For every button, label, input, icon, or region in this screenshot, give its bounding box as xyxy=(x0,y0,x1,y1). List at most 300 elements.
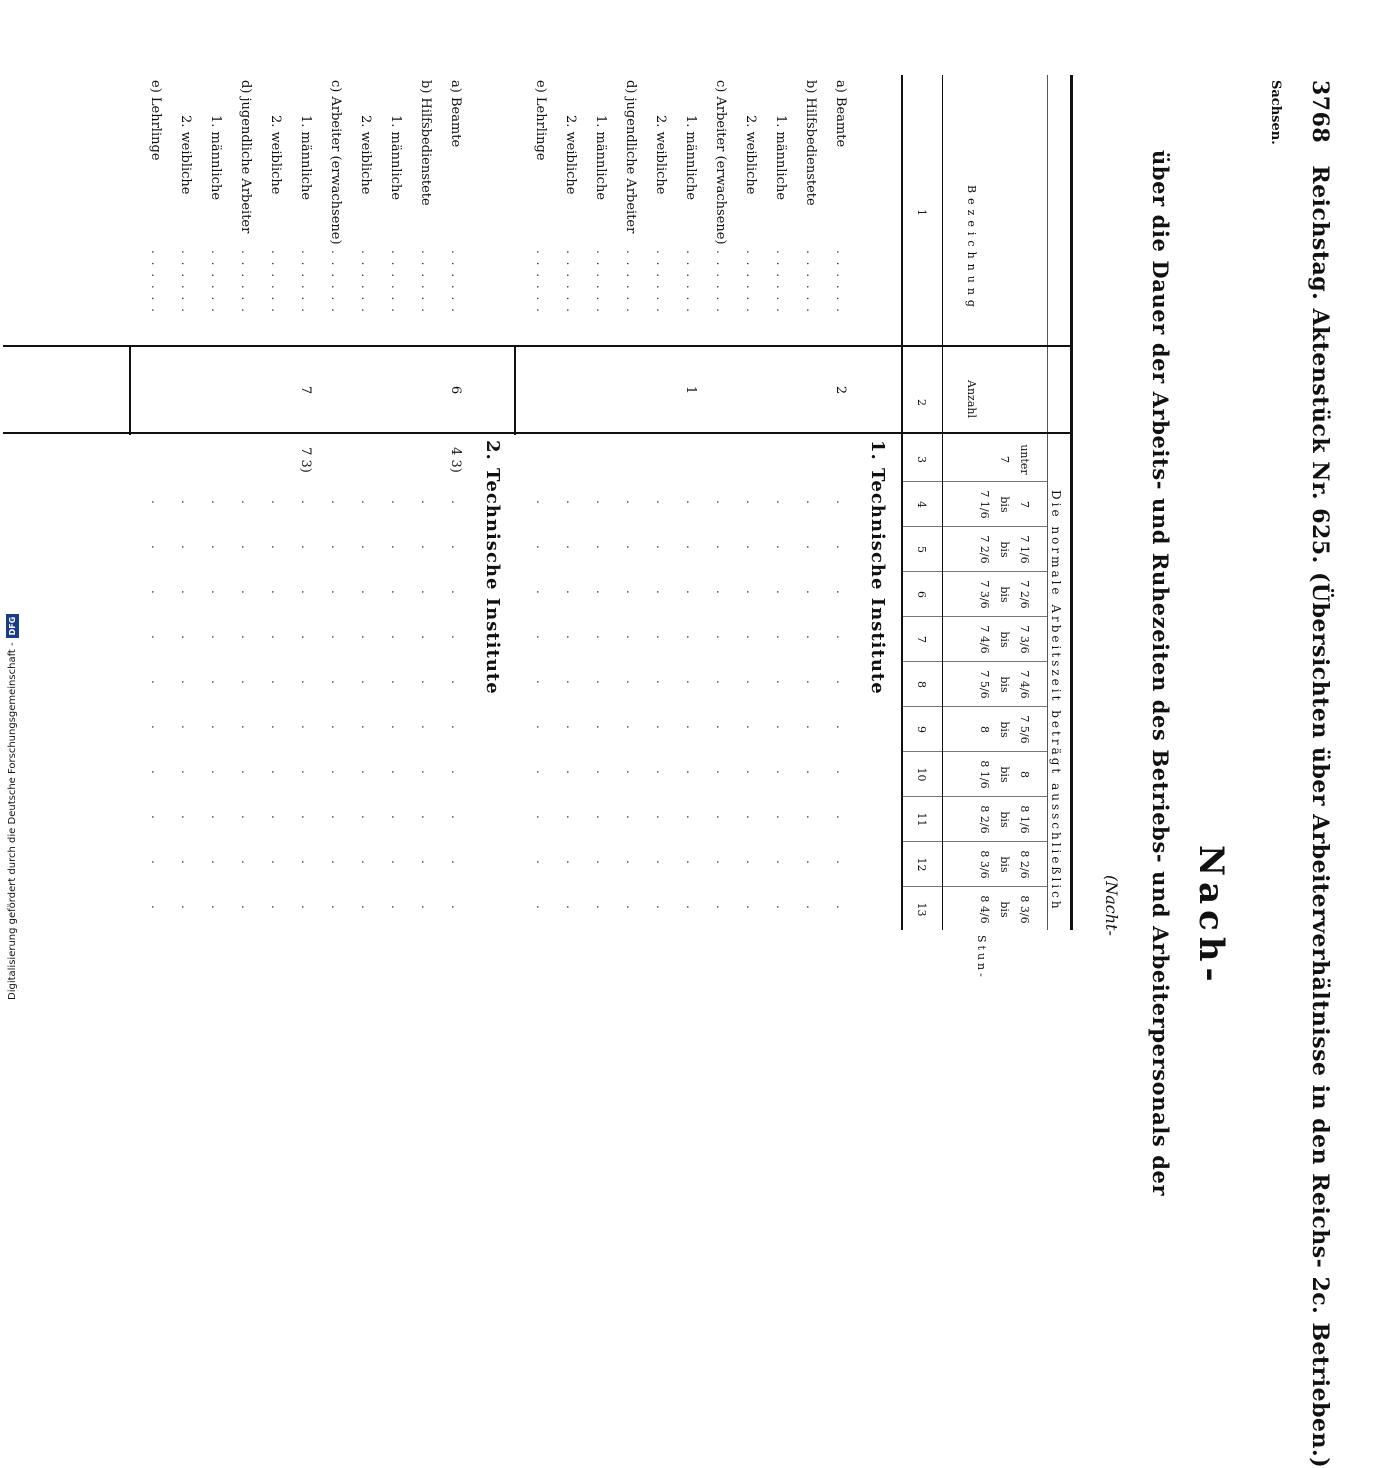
column-number: 1 xyxy=(915,209,928,216)
empty-cell-dot: . xyxy=(714,860,728,866)
empty-cell-dot: . xyxy=(834,815,848,821)
hours-cell: 7 4/6 xyxy=(1018,670,1031,699)
hours-cell: 8 2/6 xyxy=(978,805,991,834)
empty-cell-dot: . xyxy=(449,815,463,821)
empty-cell-dot: . xyxy=(329,725,343,731)
hours-cell: 8 3/6 xyxy=(978,850,991,879)
empty-cell-dot: . xyxy=(239,770,253,776)
empty-cell-dot: . xyxy=(714,635,728,641)
empty-cell-dot: . xyxy=(149,905,163,911)
column-number: 13 xyxy=(915,902,928,917)
anzahl-value: 1 xyxy=(683,385,698,395)
empty-cell-dot: . xyxy=(564,860,578,866)
hours-cell: bis xyxy=(998,901,1011,918)
empty-cell-dot: . xyxy=(804,905,818,911)
hours-cell: 8 4/6 xyxy=(978,895,991,924)
empty-cell-dot: . xyxy=(534,770,548,776)
empty-cell-dot: . xyxy=(594,815,608,821)
empty-cell-dot: . xyxy=(419,590,433,596)
row-label: b) Hilfsbedienstete xyxy=(803,80,818,206)
empty-cell-dot: . xyxy=(419,860,433,866)
empty-cell-dot: . xyxy=(594,635,608,641)
empty-cell-dot: . xyxy=(329,770,343,776)
column-number: 9 xyxy=(915,726,928,733)
empty-cell-dot: . xyxy=(804,725,818,731)
empty-cell-dot: . xyxy=(774,680,788,686)
leader-dots: . . . . . . xyxy=(594,250,608,314)
empty-cell-dot: . xyxy=(594,500,608,506)
page-number: 3768 xyxy=(1307,80,1333,144)
row-label: e) Lehrlinge xyxy=(148,80,163,161)
empty-cell-dot: . xyxy=(179,905,193,911)
empty-cell-dot: . xyxy=(239,725,253,731)
empty-cell-dot: . xyxy=(684,770,698,776)
empty-cell-dot: . xyxy=(624,905,638,911)
empty-cell-dot: . xyxy=(594,905,608,911)
empty-cell-dot: . xyxy=(389,545,403,551)
anzahl-value: 6 xyxy=(448,385,463,395)
section-title: 2. Technische Institute xyxy=(482,440,503,695)
col3-value: 4 3) xyxy=(448,447,463,473)
empty-cell-dot: . xyxy=(774,860,788,866)
leader-dots: . . . . . . xyxy=(744,250,758,314)
row-label: 2. weibliche xyxy=(653,115,668,195)
hours-cell: 7 1/6 xyxy=(1018,535,1031,564)
empty-cell-dot: . xyxy=(624,680,638,686)
column-header-bezeichnung: Bezeichnung xyxy=(965,185,978,312)
empty-cell-dot: . xyxy=(329,680,343,686)
row-label: 1. männliche xyxy=(208,115,223,201)
leader-dots: . . . . . . xyxy=(179,250,193,314)
empty-cell-dot: . xyxy=(624,500,638,506)
hours-cell: 7 5/6 xyxy=(1018,715,1031,744)
empty-cell-dot: . xyxy=(209,905,223,911)
empty-cell-dot: . xyxy=(389,770,403,776)
leader-dots: . . . . . . xyxy=(419,250,433,314)
empty-cell-dot: . xyxy=(654,545,668,551)
empty-cell-dot: . xyxy=(594,770,608,776)
empty-cell-dot: . xyxy=(804,680,818,686)
empty-cell-dot: . xyxy=(594,545,608,551)
empty-cell-dot: . xyxy=(299,545,313,551)
empty-cell-dot: . xyxy=(804,770,818,776)
empty-cell-dot: . xyxy=(359,545,373,551)
empty-cell-dot: . xyxy=(359,635,373,641)
leader-dots: . . . . . . xyxy=(299,250,313,314)
empty-cell-dot: . xyxy=(684,500,698,506)
empty-cell-dot: . xyxy=(419,500,433,506)
empty-cell-dot: . xyxy=(774,500,788,506)
column-number: 12 xyxy=(915,857,928,872)
section-title: 1. Technische Institute xyxy=(867,440,888,695)
empty-cell-dot: . xyxy=(534,815,548,821)
leader-dots: . . . . . . xyxy=(329,250,343,314)
empty-cell-dot: . xyxy=(179,680,193,686)
hours-cell: bis xyxy=(998,766,1011,783)
leader-dots: . . . . . . xyxy=(389,250,403,314)
empty-cell-dot: . xyxy=(419,545,433,551)
empty-cell-dot: . xyxy=(299,635,313,641)
leader-dots: . . . . . . xyxy=(269,250,283,314)
leader-dots: . . . . . . xyxy=(239,250,253,314)
hours-cell: 7 3/6 xyxy=(978,580,991,609)
empty-cell-dot: . xyxy=(804,860,818,866)
hours-cell: 7 1/6 xyxy=(978,490,991,519)
empty-cell-dot: . xyxy=(389,860,403,866)
empty-cell-dot: . xyxy=(209,860,223,866)
leader-dots: . . . . . . xyxy=(149,250,163,314)
row-label: c) Arbeiter (erwachsene) xyxy=(328,80,343,245)
empty-cell-dot: . xyxy=(299,590,313,596)
empty-cell-dot: . xyxy=(299,680,313,686)
leader-dots: . . . . . . xyxy=(774,250,788,314)
row-label: 2. weibliche xyxy=(563,115,578,195)
empty-cell-dot: . xyxy=(744,590,758,596)
empty-cell-dot: . xyxy=(239,680,253,686)
empty-cell-dot: . xyxy=(744,500,758,506)
row-label: b) Hilfsbedienstete xyxy=(418,80,433,206)
hours-cell: 7 2/6 xyxy=(1018,580,1031,609)
empty-cell-dot: . xyxy=(389,635,403,641)
hours-cell: 7 xyxy=(1018,501,1031,508)
hours-cell: 8 2/6 xyxy=(1018,850,1031,879)
empty-cell-dot: . xyxy=(564,635,578,641)
row-label: e) Lehrlinge xyxy=(533,80,548,161)
empty-cell-dot: . xyxy=(804,635,818,641)
empty-cell-dot: . xyxy=(564,770,578,776)
empty-cell-dot: . xyxy=(804,815,818,821)
empty-cell-dot: . xyxy=(359,590,373,596)
empty-cell-dot: . xyxy=(564,500,578,506)
empty-cell-dot: . xyxy=(389,905,403,911)
empty-cell-dot: . xyxy=(684,545,698,551)
empty-cell-dot: . xyxy=(239,635,253,641)
empty-cell-dot: . xyxy=(564,590,578,596)
hours-cell: 7 3/6 xyxy=(1018,625,1031,654)
empty-cell-dot: . xyxy=(329,590,343,596)
column-number: 7 xyxy=(915,636,928,643)
empty-cell-dot: . xyxy=(149,770,163,776)
empty-cell-dot: . xyxy=(804,500,818,506)
empty-cell-dot: . xyxy=(449,590,463,596)
leader-dots: . . . . . . xyxy=(684,250,698,314)
empty-cell-dot: . xyxy=(299,860,313,866)
empty-cell-dot: . xyxy=(834,680,848,686)
empty-cell-dot: . xyxy=(564,680,578,686)
empty-cell-dot: . xyxy=(624,815,638,821)
empty-cell-dot: . xyxy=(834,770,848,776)
empty-cell-dot: . xyxy=(329,635,343,641)
empty-cell-dot: . xyxy=(564,725,578,731)
empty-cell-dot: . xyxy=(594,860,608,866)
table-note: (Nacht- xyxy=(1102,875,1121,936)
empty-cell-dot: . xyxy=(684,860,698,866)
empty-cell-dot: . xyxy=(449,770,463,776)
dfg-logo: DFG xyxy=(6,614,19,639)
empty-cell-dot: . xyxy=(209,680,223,686)
empty-cell-dot: . xyxy=(654,815,668,821)
empty-cell-dot: . xyxy=(179,815,193,821)
empty-cell-dot: . xyxy=(834,860,848,866)
empty-cell-dot: . xyxy=(329,860,343,866)
empty-cell-dot: . xyxy=(714,680,728,686)
empty-cell-dot: . xyxy=(209,725,223,731)
empty-cell-dot: . xyxy=(359,815,373,821)
empty-cell-dot: . xyxy=(744,905,758,911)
empty-cell-dot: . xyxy=(684,815,698,821)
empty-cell-dot: . xyxy=(269,815,283,821)
empty-cell-dot: . xyxy=(624,635,638,641)
span-header: Die normale Arbeitszeit beträgt ausschließlich xyxy=(1049,490,1063,912)
empty-cell-dot: . xyxy=(594,590,608,596)
empty-cell-dot: . xyxy=(534,680,548,686)
row-label: 1. männliche xyxy=(593,115,608,201)
empty-cell-dot: . xyxy=(389,815,403,821)
column-header-anzahl: Anzahl xyxy=(965,380,978,418)
empty-cell-dot: . xyxy=(329,545,343,551)
column-number: 3 xyxy=(915,456,928,463)
empty-cell-dot: . xyxy=(449,905,463,911)
empty-cell-dot: . xyxy=(419,905,433,911)
column-number: 6 xyxy=(915,591,928,598)
empty-cell-dot: . xyxy=(774,905,788,911)
table-top-rule xyxy=(1070,75,1073,930)
hours-cell: 8 1/6 xyxy=(978,760,991,789)
empty-cell-dot: . xyxy=(299,905,313,911)
empty-cell-dot: . xyxy=(654,500,668,506)
section-separator xyxy=(514,345,516,435)
empty-cell-dot: . xyxy=(804,545,818,551)
empty-cell-dot: . xyxy=(449,725,463,731)
empty-cell-dot: . xyxy=(624,770,638,776)
empty-cell-dot: . xyxy=(269,680,283,686)
leader-dots: . . . . . . xyxy=(714,250,728,314)
empty-cell-dot: . xyxy=(684,680,698,686)
empty-cell-dot: . xyxy=(564,545,578,551)
empty-cell-dot: . xyxy=(329,500,343,506)
empty-cell-dot: . xyxy=(419,635,433,641)
empty-cell-dot: . xyxy=(534,545,548,551)
hours-cell: 8 xyxy=(978,726,991,733)
empty-cell-dot: . xyxy=(299,770,313,776)
empty-cell-dot: . xyxy=(654,905,668,911)
hours-cell: 7 xyxy=(998,456,1011,463)
row-label: a) Beamte xyxy=(833,80,848,148)
span-header-suffix: Stun- xyxy=(975,935,988,980)
empty-cell-dot: . xyxy=(744,680,758,686)
digitization-footer xyxy=(0,600,20,1000)
empty-cell-dot: . xyxy=(389,500,403,506)
anzahl-value: 7 xyxy=(298,385,313,395)
empty-cell-dot: . xyxy=(149,725,163,731)
hours-cell: 7 4/6 xyxy=(978,625,991,654)
empty-cell-dot: . xyxy=(389,725,403,731)
empty-cell-dot: . xyxy=(299,500,313,506)
empty-cell-dot: . xyxy=(239,590,253,596)
empty-cell-dot: . xyxy=(774,770,788,776)
empty-cell-dot: . xyxy=(714,500,728,506)
empty-cell-dot: . xyxy=(329,815,343,821)
vrule-anzahl xyxy=(3,432,1073,434)
empty-cell-dot: . xyxy=(594,680,608,686)
empty-cell-dot: . xyxy=(594,725,608,731)
empty-cell-dot: . xyxy=(449,635,463,641)
hours-cell: unter xyxy=(1018,444,1031,475)
empty-cell-dot: . xyxy=(714,725,728,731)
empty-cell-dot: . xyxy=(449,860,463,866)
empty-cell-dot: . xyxy=(684,635,698,641)
leader-dots: . . . . . . xyxy=(449,250,463,314)
table-title: Nach- xyxy=(1191,845,1231,988)
empty-cell-dot: . xyxy=(359,905,373,911)
empty-cell-dot: . xyxy=(774,635,788,641)
row-label: 1. männliche xyxy=(683,115,698,201)
empty-cell-dot: . xyxy=(239,905,253,911)
row-label: 2. weibliche xyxy=(268,115,283,195)
leader-dots: . . . . . . xyxy=(209,250,223,314)
running-title: Reichstag. Aktenstück Nr. 625. (Übersichten über Arbeiterverhältnisse in den Reichs- 2c. Betrieben.) xyxy=(1307,165,1333,1468)
empty-cell-dot: . xyxy=(149,545,163,551)
empty-cell-dot: . xyxy=(744,770,758,776)
empty-cell-dot: . xyxy=(654,770,668,776)
column-number: 10 xyxy=(915,767,928,782)
empty-cell-dot: . xyxy=(774,590,788,596)
empty-cell-dot: . xyxy=(624,545,638,551)
empty-cell-dot: . xyxy=(269,905,283,911)
empty-cell-dot: . xyxy=(564,905,578,911)
leader-dots: . . . . . . xyxy=(834,250,848,314)
state-label: Sachsen. xyxy=(1268,80,1283,145)
empty-cell-dot: . xyxy=(179,770,193,776)
empty-cell-dot: . xyxy=(329,905,343,911)
empty-cell-dot: . xyxy=(179,545,193,551)
column-number: 4 xyxy=(915,501,928,508)
empty-cell-dot: . xyxy=(534,590,548,596)
hours-cell: bis xyxy=(998,856,1011,873)
hours-cell: bis xyxy=(998,811,1011,828)
empty-cell-dot: . xyxy=(534,860,548,866)
empty-cell-dot: . xyxy=(419,770,433,776)
empty-cell-dot: . xyxy=(744,815,758,821)
empty-cell-dot: . xyxy=(534,905,548,911)
empty-cell-dot: . xyxy=(534,635,548,641)
empty-cell-dot: . xyxy=(269,860,283,866)
empty-cell-dot: . xyxy=(359,500,373,506)
empty-cell-dot: . xyxy=(834,635,848,641)
empty-cell-dot: . xyxy=(714,770,728,776)
empty-cell-dot: . xyxy=(359,725,373,731)
colnum-bottom-rule xyxy=(901,75,903,930)
hours-cell: bis xyxy=(998,676,1011,693)
section-separator xyxy=(129,345,131,435)
empty-cell-dot: . xyxy=(179,860,193,866)
empty-cell-dot: . xyxy=(774,725,788,731)
empty-cell-dot: . xyxy=(149,500,163,506)
empty-cell-dot: . xyxy=(239,500,253,506)
empty-cell-dot: . xyxy=(834,905,848,911)
leader-dots: . . . . . . xyxy=(534,250,548,314)
empty-cell-dot: . xyxy=(359,770,373,776)
empty-cell-dot: . xyxy=(744,725,758,731)
empty-cell-dot: . xyxy=(449,545,463,551)
empty-cell-dot: . xyxy=(564,815,578,821)
leader-dots: . . . . . . xyxy=(564,250,578,314)
empty-cell-dot: . xyxy=(149,680,163,686)
empty-cell-dot: . xyxy=(269,635,283,641)
empty-cell-dot: . xyxy=(149,590,163,596)
empty-cell-dot: . xyxy=(684,590,698,596)
empty-cell-dot: . xyxy=(359,680,373,686)
column-number: 2 xyxy=(915,399,928,406)
row-label: 1. männliche xyxy=(773,115,788,201)
empty-cell-dot: . xyxy=(389,680,403,686)
hours-cell: 8 3/6 xyxy=(1018,895,1031,924)
empty-cell-dot: . xyxy=(654,680,668,686)
hours-cell: 7 2/6 xyxy=(978,535,991,564)
empty-cell-dot: . xyxy=(774,545,788,551)
empty-cell-dot: . xyxy=(654,725,668,731)
row-label: 2. weibliche xyxy=(178,115,193,195)
empty-cell-dot: . xyxy=(299,725,313,731)
empty-cell-dot: . xyxy=(149,815,163,821)
empty-cell-dot: . xyxy=(654,860,668,866)
empty-cell-dot: . xyxy=(389,590,403,596)
row-label: 2. weibliche xyxy=(743,115,758,195)
row-label: d) jugendliche Arbeiter xyxy=(238,80,253,234)
anzahl-value: 2 xyxy=(833,385,848,395)
empty-cell-dot: . xyxy=(714,905,728,911)
header-divider xyxy=(1047,75,1048,930)
empty-cell-dot: . xyxy=(714,545,728,551)
empty-cell-dot: . xyxy=(209,500,223,506)
empty-cell-dot: . xyxy=(239,860,253,866)
empty-cell-dot: . xyxy=(269,770,283,776)
row-label: 1. männliche xyxy=(388,115,403,201)
empty-cell-dot: . xyxy=(654,635,668,641)
row-label: a) Beamte xyxy=(448,80,463,148)
empty-cell-dot: . xyxy=(714,815,728,821)
empty-cell-dot: . xyxy=(269,725,283,731)
empty-cell-dot: . xyxy=(299,815,313,821)
empty-cell-dot: . xyxy=(744,860,758,866)
empty-cell-dot: . xyxy=(179,500,193,506)
table-subtitle: über die Dauer der Arbeits- und Ruhezeiten des Betriebs- und Arbeiterpersonals der xyxy=(1148,150,1173,1197)
empty-cell-dot: . xyxy=(239,545,253,551)
row-label: d) jugendliche Arbeiter xyxy=(623,80,638,234)
empty-cell-dot: . xyxy=(419,815,433,821)
row-label: 1. männliche xyxy=(298,115,313,201)
hours-cell: bis xyxy=(998,631,1011,648)
hours-cell: bis xyxy=(998,496,1011,513)
empty-cell-dot: . xyxy=(774,815,788,821)
empty-cell-dot: . xyxy=(269,545,283,551)
running-header xyxy=(1307,80,1333,1468)
column-number: 8 xyxy=(915,681,928,688)
hours-cell: bis xyxy=(998,541,1011,558)
header-bottom-rule xyxy=(942,75,943,930)
empty-cell-dot: . xyxy=(834,545,848,551)
leader-dots: . . . . . . xyxy=(804,250,818,314)
empty-cell-dot: . xyxy=(149,635,163,641)
empty-cell-dot: . xyxy=(419,680,433,686)
empty-cell-dot: . xyxy=(209,545,223,551)
footer-text: Digitalisierung gefördert durch die Deutsche Forschungsgemeinschaft - xyxy=(6,642,18,1000)
row-label: 2. weibliche xyxy=(358,115,373,195)
empty-cell-dot: . xyxy=(654,590,668,596)
column-number: 11 xyxy=(915,812,928,827)
hours-cell: 8 1/6 xyxy=(1018,805,1031,834)
empty-cell-dot: . xyxy=(179,635,193,641)
